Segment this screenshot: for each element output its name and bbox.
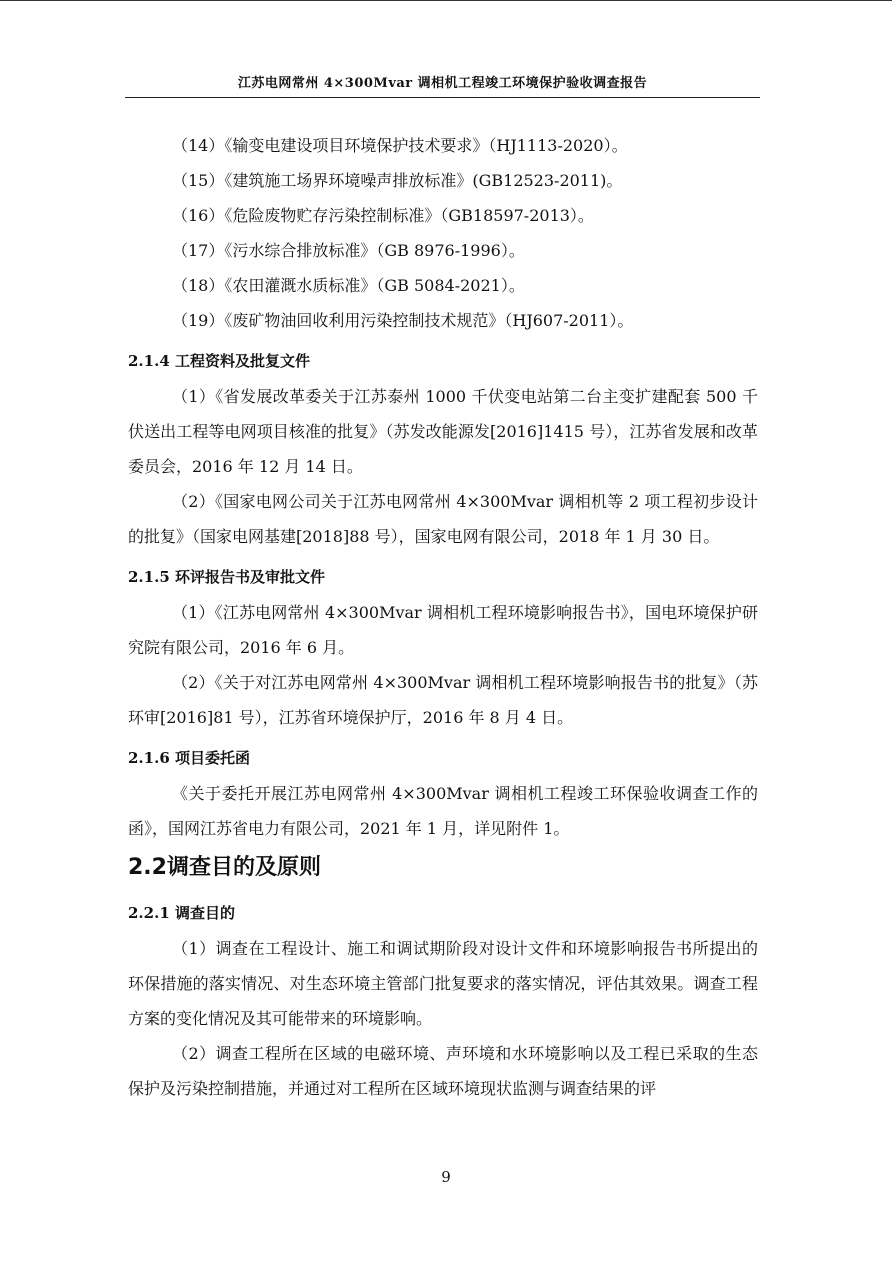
- section-heading-2-1-6: 2.1.6 项目委托函: [128, 749, 250, 767]
- standard-item: （15）《建筑施工场界环境噪声排放标准》(GB12523-2011)。: [172, 171, 623, 190]
- section-heading-2-2-1: 2.2.1 调查目的: [128, 904, 235, 922]
- paragraph: （2）《关于对江苏电网常州 4×300Mvar 调相机工程环境影响报告书的批复》（苏环审[2016]81 号），江苏省环境保护厅，2016 年 8 月 4 日。: [128, 673, 758, 727]
- paragraph: （2）《国家电网公司关于江苏电网常州 4×300Mvar 调相机等 2 项工程初步设计的批复》（国家电网基建[2018]88 号），国家电网有限公司，2018 年 1 月 30 日。: [128, 492, 758, 546]
- paragraph: （1）调查在工程设计、施工和调试期阶段对设计文件和环境影响报告书所提出的环保措施的落实情况、对生态环境主管部门批复要求的落实情况，评估其效果。调查工程方案的变化情况及其可能带来的环境影响。: [128, 939, 758, 1028]
- section-heading-2-1-4: 2.1.4 工程资料及批复文件: [128, 352, 310, 370]
- standard-item: （16）《危险废物贮存污染控制标准》（GB18597-2013）。: [172, 206, 594, 225]
- header-rule: [125, 97, 760, 98]
- section-heading-2-2: 2.2调查目的及原则: [128, 855, 321, 880]
- paragraph: （1）《省发展改革委关于江苏泰州 1000 千伏变电站第二台主变扩建配套 500 千伏送出工程等电网项目核准的批复》（苏发改能源发[2016]1415 号），江苏省发展和改革委员会，2016 年 12 月 14 日。: [128, 387, 758, 476]
- standard-item: （19）《废矿物油回收利用污染控制技术规范》（HJ607-2011）。: [172, 311, 634, 330]
- page-header-title: 江苏电网常州 4×300Mvar 调相机工程竣工环境保护验收调查报告: [237, 76, 648, 91]
- document-body: [128, 128, 758, 1106]
- paragraph: （2）调查工程所在区域的电磁环境、声环境和水环境影响以及工程已采取的生态保护及污染控制措施，并通过对工程所在区域环境现状监测与调查结果的评: [128, 1044, 758, 1098]
- paragraph: 《关于委托开展江苏电网常州 4×300Mvar 调相机工程竣工环保验收调查工作的函》，国网江苏省电力有限公司，2021 年 1 月，详见附件 1。: [128, 784, 758, 838]
- section-heading-2-1-5: 2.1.5 环评报告书及审批文件: [128, 568, 325, 586]
- page-number: 9: [441, 1168, 451, 1186]
- standard-item: （14）《输变电建设项目环境保护技术要求》（HJ1113-2020）。: [172, 136, 628, 155]
- top-border: [0, 0, 892, 1]
- paragraph: （1）《江苏电网常州 4×300Mvar 调相机工程环境影响报告书》，国电环境保护研究院有限公司，2016 年 6 月。: [128, 603, 758, 657]
- standard-item: （17）《污水综合排放标准》（GB 8976-1996）。: [172, 241, 525, 260]
- standard-item: （18）《农田灌溉水质标准》（GB 5084-2021）。: [172, 276, 525, 295]
